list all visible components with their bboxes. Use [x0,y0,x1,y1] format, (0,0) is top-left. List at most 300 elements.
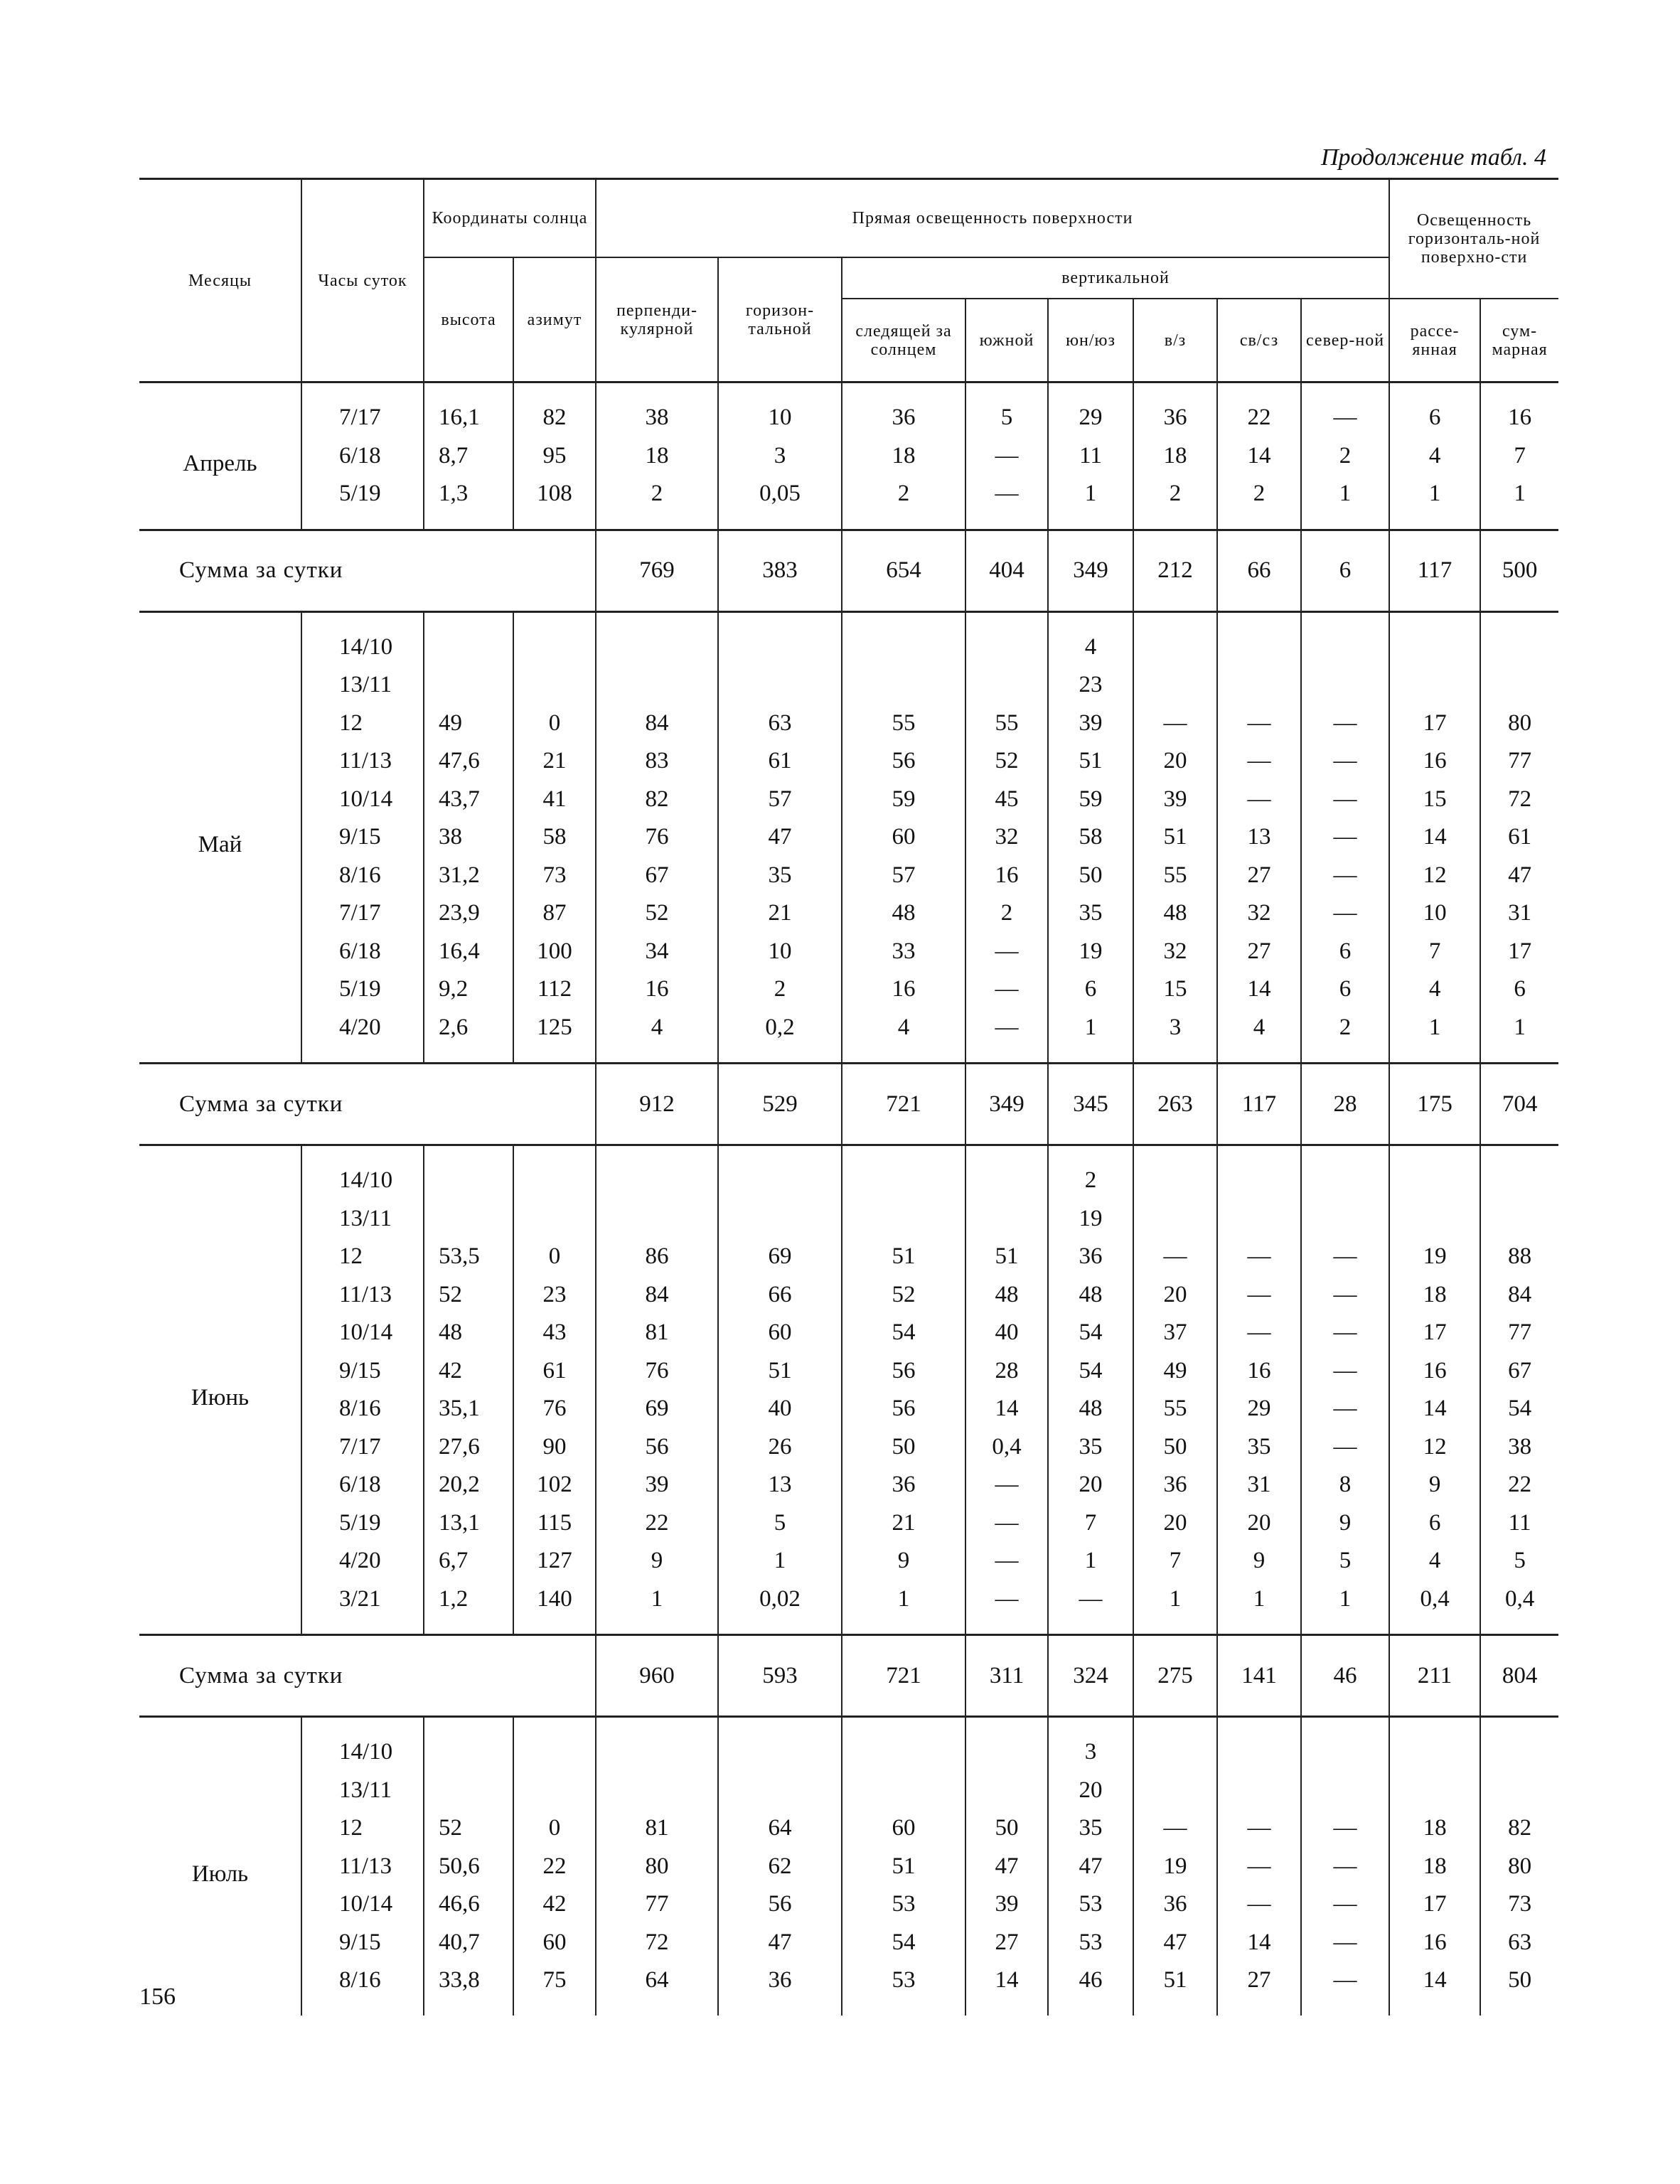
table-row [139,742,1558,781]
cell-hours: 14/10 [301,1733,424,1772]
cell-altitude: 1,2 [424,1580,513,1619]
spacer-cell [1217,1046,1301,1064]
spacer-cell [424,2000,513,2016]
cell-azimuth: 21 [513,742,596,781]
cell-horizontal [718,1200,842,1238]
cell-horizontal: 3 [718,437,842,476]
cell-total: 1 [1480,475,1558,513]
spacer-cell [1301,1145,1389,1162]
cell-se-sw: 19 [1048,933,1133,971]
cell-south: — [965,475,1048,513]
spacer-cell [718,513,842,530]
cell-hours: 4/20 [301,1542,424,1580]
sum-south: 311 [965,1635,1048,1717]
cell-sun-tracking [842,666,965,705]
sum-e-w: 212 [1133,530,1217,611]
cell-horizontal: 62 [718,1848,842,1886]
month-label: Июль [191,1861,249,1887]
cell-south [965,1162,1048,1200]
sum-sun-tracking: 721 [842,1635,965,1717]
cell-north: — [1301,1276,1389,1315]
cell-se-sw: 19 [1048,1200,1133,1238]
table-row [139,666,1558,705]
cell-altitude: 33,8 [424,1961,513,2000]
cell-horizontal: 13 [718,1466,842,1504]
spacer-cell [842,611,965,628]
cell-altitude: 52 [424,1809,513,1848]
cell-hours: 5/19 [301,970,424,1009]
cell-azimuth [513,1772,596,1810]
cell-azimuth: 82 [513,399,596,437]
cell-ne-nw: 27 [1217,1961,1301,2000]
cell-diffuse: 1 [1389,1009,1480,1047]
cell-south: 16 [965,857,1048,895]
table-row [139,1466,1558,1504]
cell-diffuse: 4 [1389,1542,1480,1580]
header-sun-coordinates: Координаты солнца [424,179,596,258]
cell-south: — [965,1504,1048,1543]
spacer-cell [424,382,513,400]
cell-north [1301,1200,1389,1238]
spacer-cell [301,513,424,530]
cell-azimuth: 127 [513,1542,596,1580]
spacer-cell [965,513,1048,530]
cell-perpendicular: 52 [596,894,718,933]
cell-diffuse [1389,1200,1480,1238]
cell-azimuth: 90 [513,1428,596,1467]
cell-south [965,628,1048,667]
cell-se-sw: 59 [1048,781,1133,819]
cell-diffuse: 17 [1389,1314,1480,1352]
sum-e-w: 275 [1133,1635,1217,1717]
spacer-cell [1301,1618,1389,1635]
cell-north: — [1301,1314,1389,1352]
cell-horizontal: 56 [718,1885,842,1924]
cell-total: 80 [1480,1848,1558,1886]
cell-sun-tracking: 53 [842,1961,965,2000]
cell-perpendicular: 38 [596,399,718,437]
cell-sun-tracking: 16 [842,970,965,1009]
cell-perpendicular [596,1200,718,1238]
table-row [139,705,1558,743]
cell-sun-tracking [842,628,965,667]
cell-e-w: 32 [1133,933,1217,971]
sum-north: 28 [1301,1064,1389,1145]
cell-azimuth: 22 [513,1848,596,1886]
spacer-cell [1389,513,1480,530]
cell-diffuse: 14 [1389,1390,1480,1428]
spacer-cell [1133,1046,1217,1064]
cell-hours: 7/17 [301,1428,424,1467]
spacer-cell [965,1717,1048,1734]
spacer-cell [301,1145,424,1162]
table-row [139,1848,1558,1886]
cell-se-sw: — [1048,1580,1133,1619]
spacer-cell [596,382,718,400]
spacer-cell [1480,382,1558,400]
cell-sun-tracking: 51 [842,1238,965,1276]
cell-se-sw: 23 [1048,666,1133,705]
spacer-cell [1217,1717,1301,1734]
spacer-cell [596,1145,718,1162]
spacer-cell [1133,513,1217,530]
spacer-cell [718,1046,842,1064]
cell-ne-nw: — [1217,1276,1301,1315]
cell-horizontal [718,666,842,705]
cell-south [965,1772,1048,1810]
cell-south: 40 [965,1314,1048,1352]
cell-hours: 11/13 [301,1848,424,1886]
cell-horizontal: 47 [718,1924,842,1962]
cell-perpendicular: 82 [596,781,718,819]
daily-sum-row [139,1635,1558,1717]
header-hours: Часы суток [301,179,424,382]
page-number: 156 [139,1984,176,2010]
cell-north: — [1301,1352,1389,1391]
cell-altitude: 42 [424,1352,513,1391]
spacer-cell [965,1145,1048,1162]
sum-total: 500 [1480,530,1558,611]
cell-hours: 9/15 [301,1924,424,1962]
cell-hours: 13/11 [301,666,424,705]
cell-ne-nw: 31 [1217,1466,1301,1504]
spacer-cell [513,513,596,530]
spacer-row [139,1046,1558,1064]
table-row [139,781,1558,819]
cell-sun-tracking [842,1162,965,1200]
cell-e-w: — [1133,705,1217,743]
header-ne-nw: св/сз [1217,299,1301,382]
cell-total: 7 [1480,437,1558,476]
cell-se-sw: 46 [1048,1961,1133,2000]
cell-ne-nw: 14 [1217,970,1301,1009]
cell-diffuse: 1 [1389,475,1480,513]
cell-sun-tracking: 52 [842,1276,965,1315]
table-row [139,894,1558,933]
cell-se-sw: 36 [1048,1238,1133,1276]
cell-horizontal: 10 [718,933,842,971]
cell-total: 17 [1480,933,1558,971]
table-row [139,857,1558,895]
cell-diffuse: 16 [1389,742,1480,781]
table-row [139,1580,1558,1619]
cell-azimuth: 95 [513,437,596,476]
cell-perpendicular: 22 [596,1504,718,1543]
cell-total: 67 [1480,1352,1558,1391]
sum-total: 804 [1480,1635,1558,1717]
cell-se-sw: 1 [1048,1542,1133,1580]
cell-total [1480,628,1558,667]
cell-hours: 5/19 [301,475,424,513]
header-horizontal-illumination: Освещенность горизонталь-ной поверхно-сти [1389,179,1558,299]
cell-ne-nw [1217,1772,1301,1810]
cell-altitude: 43,7 [424,781,513,819]
cell-sun-tracking: 21 [842,1504,965,1543]
cell-se-sw: 35 [1048,1809,1133,1848]
cell-diffuse [1389,1733,1480,1772]
cell-altitude: 49 [424,705,513,743]
cell-horizontal: 36 [718,1961,842,2000]
cell-south: — [965,1580,1048,1619]
cell-diffuse: 12 [1389,1428,1480,1467]
cell-altitude [424,666,513,705]
cell-south: — [965,437,1048,476]
spacer-cell [1217,1618,1301,1635]
cell-north: — [1301,1885,1389,1924]
spacer-cell [1480,1618,1558,1635]
header-perpendicular: перпенди-кулярной [596,257,718,382]
cell-e-w [1133,666,1217,705]
cell-hours: 14/10 [301,628,424,667]
cell-e-w: 36 [1133,399,1217,437]
spacer-cell [965,1618,1048,1635]
table-continuation-label: Продолжение табл. 4 [1320,144,1546,171]
header-direct-illumination: Прямая освещенность поверхности [596,179,1389,258]
cell-sun-tracking: 54 [842,1314,965,1352]
cell-horizontal [718,628,842,667]
cell-south [965,666,1048,705]
cell-hours: 10/14 [301,1314,424,1352]
cell-diffuse: 18 [1389,1848,1480,1886]
cell-sun-tracking: 57 [842,857,965,895]
spacer-cell [718,382,842,400]
cell-ne-nw [1217,628,1301,667]
spacer-cell [596,1717,718,1734]
sum-perpendicular: 912 [596,1064,718,1145]
cell-e-w: 37 [1133,1314,1217,1352]
cell-diffuse: 15 [1389,781,1480,819]
cell-altitude: 27,6 [424,1428,513,1467]
table-row [139,1352,1558,1391]
sum-diffuse: 117 [1389,530,1480,611]
table-row [139,1009,1558,1047]
cell-sun-tracking: 36 [842,1466,965,1504]
cell-perpendicular: 72 [596,1924,718,1962]
month-label: Июнь [191,1384,250,1410]
spacer-cell [1133,2000,1217,2016]
spacer-cell [301,1717,424,1734]
cell-south: 2 [965,894,1048,933]
spacer-cell [513,382,596,400]
cell-north: 5 [1301,1542,1389,1580]
cell-hours: 11/13 [301,742,424,781]
cell-e-w: 55 [1133,1390,1217,1428]
sum-total: 704 [1480,1064,1558,1145]
cell-ne-nw [1217,1200,1301,1238]
cell-sun-tracking: 4 [842,1009,965,1047]
cell-e-w: 51 [1133,818,1217,857]
cell-total: 77 [1480,742,1558,781]
spacer-cell [1389,1717,1480,1734]
cell-se-sw: 39 [1048,705,1133,743]
cell-perpendicular: 39 [596,1466,718,1504]
table-row [139,1200,1558,1238]
cell-ne-nw: — [1217,1809,1301,1848]
cell-sun-tracking: 59 [842,781,965,819]
cell-ne-nw: — [1217,742,1301,781]
table-row [139,1504,1558,1543]
sum-horizontal: 383 [718,530,842,611]
month-cell [139,1717,301,1734]
cell-hours: 6/18 [301,1466,424,1504]
table-row [139,1772,1558,1810]
spacer-cell [1133,1618,1217,1635]
spacer-cell [1480,2000,1558,2016]
cell-perpendicular: 81 [596,1809,718,1848]
cell-total: 0,4 [1480,1580,1558,1619]
cell-south: — [965,1542,1048,1580]
cell-se-sw: 11 [1048,437,1133,476]
spacer-cell [424,1717,513,1734]
cell-ne-nw: 27 [1217,933,1301,971]
cell-sun-tracking: 60 [842,1809,965,1848]
cell-south: — [965,933,1048,971]
cell-azimuth: 76 [513,1390,596,1428]
spacer-cell [301,382,424,400]
cell-e-w: 18 [1133,437,1217,476]
cell-hours: 6/18 [301,437,424,476]
spacer-row [139,1618,1558,1635]
cell-total: 16 [1480,399,1558,437]
cell-ne-nw: 32 [1217,894,1301,933]
cell-azimuth: 112 [513,970,596,1009]
sum-diffuse: 175 [1389,1064,1480,1145]
cell-total: 80 [1480,705,1558,743]
spacer-cell [1389,611,1480,628]
spacer-cell [1480,1717,1558,1734]
cell-south: — [965,970,1048,1009]
table-header [139,179,1558,382]
spacer-cell [1480,611,1558,628]
cell-azimuth: 0 [513,705,596,743]
cell-e-w [1133,1200,1217,1238]
cell-altitude: 50,6 [424,1848,513,1886]
cell-north: 6 [1301,970,1389,1009]
month-label: Апрель [183,450,257,476]
cell-perpendicular: 64 [596,1961,718,2000]
spacer-cell [1048,1145,1133,1162]
cell-e-w: 36 [1133,1466,1217,1504]
table-row [139,1162,1558,1200]
table-row [139,970,1558,1009]
table-row [139,933,1558,971]
cell-south: 45 [965,781,1048,819]
cell-total [1480,1162,1558,1200]
cell-south: — [965,1009,1048,1047]
cell-e-w: 15 [1133,970,1217,1009]
header-altitude: высота [424,257,513,382]
spacer-cell [424,611,513,628]
cell-horizontal [718,1772,842,1810]
cell-sun-tracking: 33 [842,933,965,971]
cell-azimuth: 73 [513,857,596,895]
cell-e-w: 48 [1133,894,1217,933]
cell-diffuse: 6 [1389,1504,1480,1543]
cell-azimuth: 75 [513,1961,596,2000]
header-north: север-ной [1301,299,1389,382]
month-label: Май [198,832,242,858]
cell-sun-tracking: 36 [842,399,965,437]
sum-se-sw: 324 [1048,1635,1133,1717]
cell-north [1301,1733,1389,1772]
cell-south: 32 [965,818,1048,857]
cell-azimuth: 100 [513,933,596,971]
cell-altitude [424,1162,513,1200]
cell-hours: 4/20 [301,1009,424,1047]
cell-south [965,1733,1048,1772]
cell-azimuth: 108 [513,475,596,513]
cell-altitude: 53,5 [424,1238,513,1276]
spacer-row [139,382,1558,400]
cell-azimuth [513,1733,596,1772]
cell-e-w: 50 [1133,1428,1217,1467]
sum-south: 349 [965,1064,1048,1145]
cell-ne-nw: — [1217,1314,1301,1352]
cell-altitude: 35,1 [424,1390,513,1428]
cell-altitude: 16,1 [424,399,513,437]
table-row [139,1733,1558,1772]
cell-horizontal: 0,02 [718,1580,842,1619]
daily-sum-row [139,1064,1558,1145]
cell-hours: 7/17 [301,399,424,437]
spacer-row [139,1145,1558,1162]
cell-se-sw: 51 [1048,742,1133,781]
cell-se-sw: 20 [1048,1466,1133,1504]
table-body [139,382,1558,2016]
cell-azimuth [513,1162,596,1200]
cell-e-w [1133,1733,1217,1772]
cell-hours: 13/11 [301,1200,424,1238]
header-diffuse: рассе-янная [1389,299,1480,382]
cell-azimuth: 87 [513,894,596,933]
table-row [139,1924,1558,1962]
spacer-row [139,1717,1558,1734]
spacer-cell [301,1618,424,1635]
cell-e-w: 51 [1133,1961,1217,2000]
spacer-cell [1301,513,1389,530]
cell-sun-tracking: 55 [842,705,965,743]
cell-horizontal: 0,05 [718,475,842,513]
cell-south: 27 [965,1924,1048,1962]
cell-se-sw: 48 [1048,1276,1133,1315]
spacer-cell [965,382,1048,400]
cell-total: 50 [1480,1961,1558,2000]
cell-altitude [424,628,513,667]
cell-ne-nw: 27 [1217,857,1301,895]
cell-e-w: — [1133,1809,1217,1848]
spacer-cell [1048,513,1133,530]
cell-diffuse: 6 [1389,399,1480,437]
spacer-cell [1480,1046,1558,1064]
cell-total: 72 [1480,781,1558,819]
cell-ne-nw: 35 [1217,1428,1301,1467]
cell-perpendicular [596,628,718,667]
cell-e-w: 7 [1133,1542,1217,1580]
cell-north: 2 [1301,437,1389,476]
cell-se-sw: 1 [1048,475,1133,513]
cell-azimuth [513,628,596,667]
cell-north: — [1301,399,1389,437]
spacer-cell [1301,1046,1389,1064]
cell-azimuth: 115 [513,1504,596,1543]
cell-perpendicular: 84 [596,705,718,743]
cell-horizontal: 5 [718,1504,842,1543]
table-row [139,437,1558,476]
cell-total [1480,1772,1558,1810]
cell-sun-tracking: 1 [842,1580,965,1619]
spacer-cell [596,1618,718,1635]
cell-horizontal: 61 [718,742,842,781]
